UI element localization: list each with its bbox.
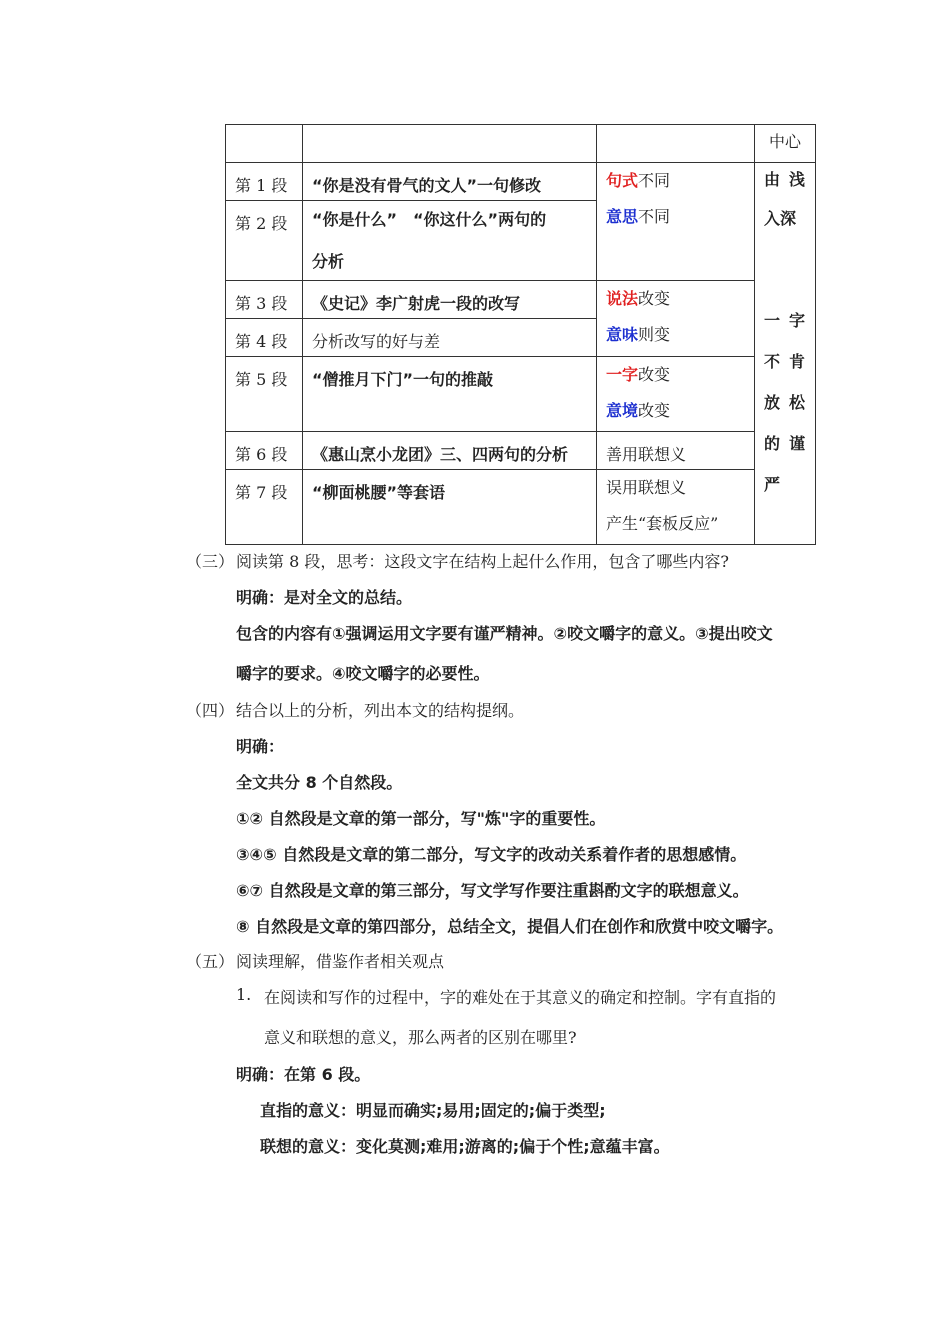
content-cell: 《惠山烹小龙团》三、四两句的分析 (303, 432, 597, 470)
answer-line: 全文共分 8 个自然段。 (236, 773, 403, 792)
answer-line: 嚼字的要求。④咬文嚼字的必要性。 (236, 664, 490, 683)
answer-line: 联想的意义：变化莫测;难用;游离的;偏于个性;意蕴丰富。 (260, 1137, 670, 1156)
para-cell: 第 2 段 (226, 201, 303, 281)
header-cell (597, 125, 755, 163)
content-cell: 《史记》李广射虎一段的改写 (303, 281, 597, 319)
para-cell: 第 3 段 (226, 281, 303, 319)
para-cell: 第 1 段 (226, 163, 303, 201)
change-cell: 一字改变 意境改变 (597, 357, 755, 432)
content-cell: “你是什么” “你这什么”两句的 分析 (303, 201, 597, 281)
para-cell: 第 6 段 (226, 432, 303, 470)
section-question: 阅读理解，借鉴作者相关观点 (236, 952, 445, 971)
table-row (226, 357, 816, 432)
table-row (226, 163, 816, 201)
answer-line: 明确： (236, 737, 285, 756)
change-cell: 说法改变 意味则变 (597, 281, 755, 357)
content-cell: “柳面桃腰”等套语 (303, 470, 597, 545)
content-cell: “你是没有骨气的文人”一句修改 (303, 163, 597, 201)
para-cell: 第 5 段 (226, 357, 303, 432)
section-question: 结合以上的分析，列出本文的结构提纲。 (236, 701, 525, 720)
center-cell: 由 浅 入深 一 字 不 肯 放 松 的 谨 严 (755, 163, 816, 545)
section-number: （三） (186, 552, 235, 571)
section-number: （五） (186, 952, 235, 971)
answer-line: 明确：是对全文的总结。 (236, 588, 413, 607)
table-header-row (226, 125, 816, 163)
answer-line: ③④⑤ 自然段是文章的第二部分，写文字的改动关系着作者的思想感情。 (236, 845, 747, 864)
table-row (226, 281, 816, 319)
section-question: 阅读第 8 段，思考：这段文字在结构上起什么作用，包含了哪些内容? (236, 552, 729, 571)
answer-line: 包含的内容有①强调运用文字要有谨严精神。②咬文嚼字的意义。③提出咬文 (236, 624, 773, 643)
table-row (226, 470, 816, 545)
answer-line: ①② 自然段是文章的第一部分，写"炼"字的重要性。 (236, 809, 606, 828)
question-line: 在阅读和写作的过程中，字的难处在于其意义的确定和控制。字有直指的 (264, 988, 777, 1007)
header-cell (303, 125, 597, 163)
para-cell: 第 7 段 (226, 470, 303, 545)
section-number: （四） (186, 701, 235, 720)
change-cell: 误用联想义 产生“套板反应” (597, 470, 755, 545)
para-cell: 第 4 段 (226, 319, 303, 357)
question-number: 1. (236, 985, 252, 1004)
change-cell: 句式不同 意思不同 (597, 163, 755, 281)
question-line: 意义和联想的意义，那么两者的区别在哪里? (264, 1028, 577, 1047)
answer-line: ⑥⑦ 自然段是文章的第三部分，写文学写作要注重斟酌文字的联想意义。 (236, 881, 749, 900)
table-row (226, 432, 816, 470)
change-cell: 善用联想义 (597, 432, 755, 470)
header-cell (226, 125, 303, 163)
answer-line: 明确：在第 6 段。 (236, 1065, 371, 1084)
answer-line: 直指的意义：明显而确实;易用;固定的;偏于类型; (260, 1101, 606, 1120)
content-cell: “僧推月下门”一句的推敲 (303, 357, 597, 432)
content-cell: 分析改写的好与差 (303, 319, 597, 357)
header-center: 中心 (755, 125, 816, 163)
structure-table (225, 124, 816, 545)
answer-line: ⑧ 自然段是文章的第四部分，总结全文，提倡人们在创作和欣赏中咬文嚼字。 (236, 917, 784, 936)
